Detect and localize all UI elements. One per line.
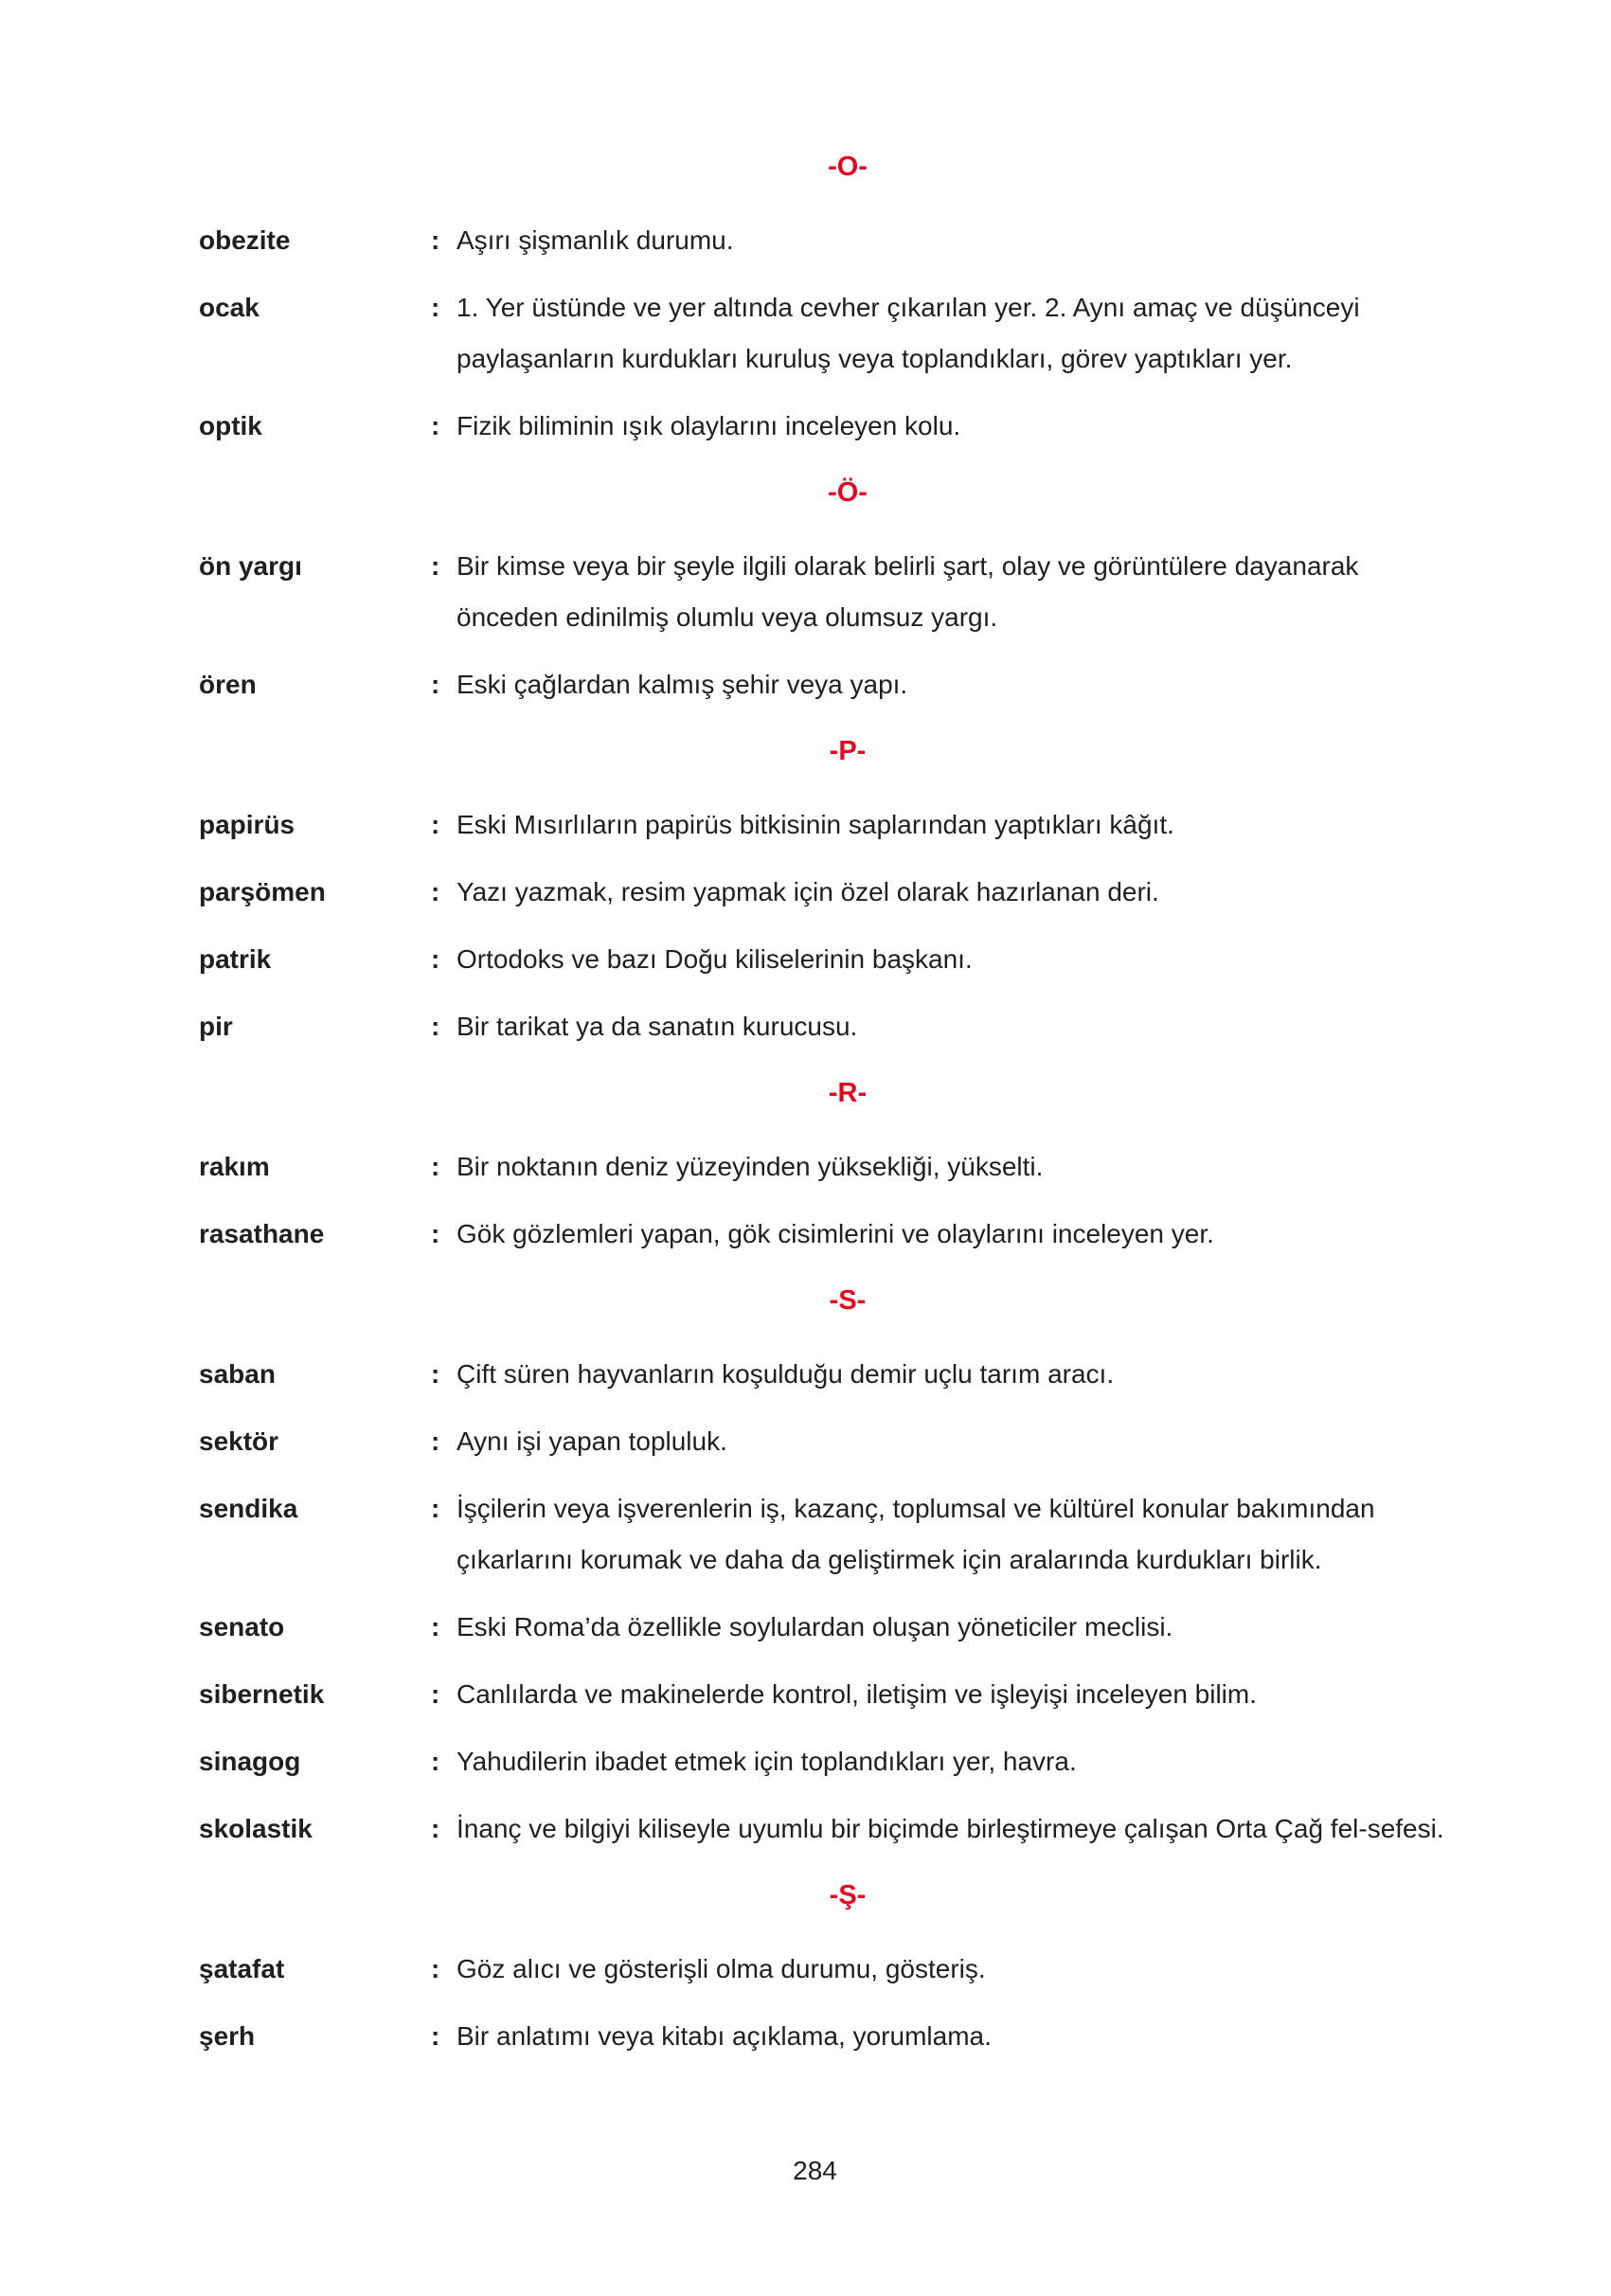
entry-term: rasathane	[199, 1219, 325, 1248]
glossary-entry	[199, 282, 1459, 385]
entry-colon: :	[431, 1152, 440, 1181]
entry-definition: İşçilerin veya işverenlerin iş, kazanç, toplumsal ve kültürel konular bakımından çıkarlarını korumak ve daha da geliştirmek için aralarında kurdukları birlik.	[456, 1494, 1375, 1574]
entry-colon: :	[431, 1012, 440, 1041]
entry-term: obezite	[199, 225, 291, 255]
entry-colon: :	[431, 225, 440, 255]
section-heading: -P-	[829, 736, 867, 766]
entry-term: skolastik	[199, 1814, 313, 1843]
entry-definition: Eski Mısırlıların papirüs bitkisinin saplarından yaptıkları kâğıt.	[456, 810, 1174, 839]
glossary-entry	[199, 1669, 1459, 1720]
entry-colon: :	[431, 810, 440, 839]
entry-definition: Bir kimse veya bir şeyle ilgili olarak belirli şart, olay ve görüntülere dayanarak önceden edinilmiş olumlu veya olumsuz yargı.	[456, 551, 1359, 632]
entry-term: papirüs	[199, 810, 295, 839]
page-number: 284	[793, 2156, 837, 2185]
entry-colon: :	[431, 411, 440, 440]
entry-definition: Ortodoks ve bazı Doğu kiliselerinin başkanı.	[456, 944, 973, 974]
entry-definition: Aşırı şişmanlık durumu.	[456, 225, 734, 255]
entry-definition: Eski çağlardan kalmış şehir veya yapı.	[456, 670, 908, 699]
entry-colon: :	[431, 1359, 440, 1389]
entry-term: pir	[199, 1012, 233, 1041]
entry-colon: :	[431, 551, 440, 581]
entry-term: sinagog	[199, 1747, 301, 1776]
entry-colon: :	[431, 670, 440, 699]
entry-definition: Canlılarda ve makinelerde kontrol, iletişim ve işleyişi inceleyen bilim.	[456, 1679, 1258, 1709]
entry-colon: :	[431, 1814, 440, 1843]
entry-definition: 1. Yer üstünde ve yer altında cevher çıkarılan yer. 2. Aynı amaç ve düşünceyi paylaşanların kurdukları kuruluş veya toplandıkları, görev yaptıkları yer.	[456, 293, 1360, 373]
glossary-entry	[199, 215, 1459, 266]
entry-definition: Gök gözlemleri yapan, gök cisimlerini ve olaylarını inceleyen yer.	[456, 1219, 1214, 1248]
glossary-entry	[199, 401, 1459, 452]
glossary-entry	[199, 1803, 1459, 1855]
entry-colon: :	[431, 944, 440, 974]
entry-definition: İnanç ve bilgiyi kiliseyle uyumlu bir biçimde birleştirmeye çalışan Orta Çağ fel-sefesi.	[456, 1814, 1444, 1843]
entry-definition: Çift süren hayvanların koşulduğu demir uçlu tarım aracı.	[456, 1359, 1115, 1389]
section-heading: -S-	[829, 1285, 867, 1316]
entry-term: şerh	[199, 2021, 256, 2051]
entry-term: şatafat	[199, 1954, 285, 1983]
entry-definition: Bir anlatımı veya kitabı açıklama, yorumlama.	[456, 2021, 992, 2051]
section-heading: -R-	[828, 1078, 868, 1108]
glossary-entry	[199, 1602, 1459, 1653]
section-heading: -O-	[828, 152, 868, 182]
glossary-entry	[199, 1416, 1459, 1467]
entry-definition: Eski Roma’da özellikle soylulardan oluşan yöneticiler meclisi.	[456, 1612, 1173, 1641]
glossary	[199, 148, 1459, 2078]
entry-term: rakım	[199, 1152, 270, 1181]
entry-definition: Bir tarikat ya da sanatın kurucusu.	[456, 1012, 858, 1041]
glossary-entry	[199, 659, 1459, 710]
glossary-entry	[199, 1736, 1459, 1787]
entry-colon: :	[431, 2021, 440, 2051]
glossary-entry	[199, 934, 1459, 985]
glossary-entry	[199, 1001, 1459, 1052]
section-heading: -Ö-	[828, 477, 868, 508]
glossary-entry	[199, 2011, 1459, 2062]
entry-term: optik	[199, 411, 262, 440]
glossary-entry	[199, 1141, 1459, 1193]
glossary-entry	[199, 1349, 1459, 1400]
entry-definition: Aynı işi yapan topluluk.	[456, 1426, 727, 1456]
entry-definition: Göz alıcı ve gösterişli olma durumu, gösteriş.	[456, 1954, 986, 1983]
entry-colon: :	[431, 1494, 440, 1523]
entry-definition: Fizik biliminin ışık olaylarını inceleyen kolu.	[456, 411, 961, 440]
entry-term: sektör	[199, 1426, 279, 1456]
entry-term: parşömen	[199, 877, 326, 906]
glossary-entry	[199, 1944, 1459, 1995]
glossary-entry	[199, 867, 1459, 918]
entry-colon: :	[431, 293, 440, 322]
entry-term: ocak	[199, 293, 260, 322]
glossary-entry	[199, 541, 1459, 643]
entry-term: patrik	[199, 944, 272, 974]
section-heading: -Ş-	[829, 1880, 867, 1910]
entry-term: ön yargı	[199, 551, 302, 581]
entry-term: sibernetik	[199, 1679, 325, 1709]
glossary-entry	[199, 1209, 1459, 1260]
entry-definition: Bir noktanın deniz yüzeyinden yüksekliği, yükselti.	[456, 1152, 1044, 1181]
entry-colon: :	[431, 1219, 440, 1248]
entry-term: senato	[199, 1612, 285, 1641]
entry-colon: :	[431, 1747, 440, 1776]
entry-definition: Yazı yazmak, resim yapmak için özel olarak hazırlanan deri.	[456, 877, 1159, 906]
glossary-entry	[199, 799, 1459, 851]
entry-term: sendika	[199, 1494, 298, 1523]
entry-colon: :	[431, 1426, 440, 1456]
entry-term: ören	[199, 670, 257, 699]
entry-colon: :	[431, 877, 440, 906]
entry-definition: Yahudilerin ibadet etmek için toplandıkları yer, havra.	[456, 1747, 1077, 1776]
entry-colon: :	[431, 1679, 440, 1709]
entry-colon: :	[431, 1954, 440, 1983]
glossary-entry	[199, 1483, 1459, 1586]
entry-colon: :	[431, 1612, 440, 1641]
entry-term: saban	[199, 1359, 276, 1389]
